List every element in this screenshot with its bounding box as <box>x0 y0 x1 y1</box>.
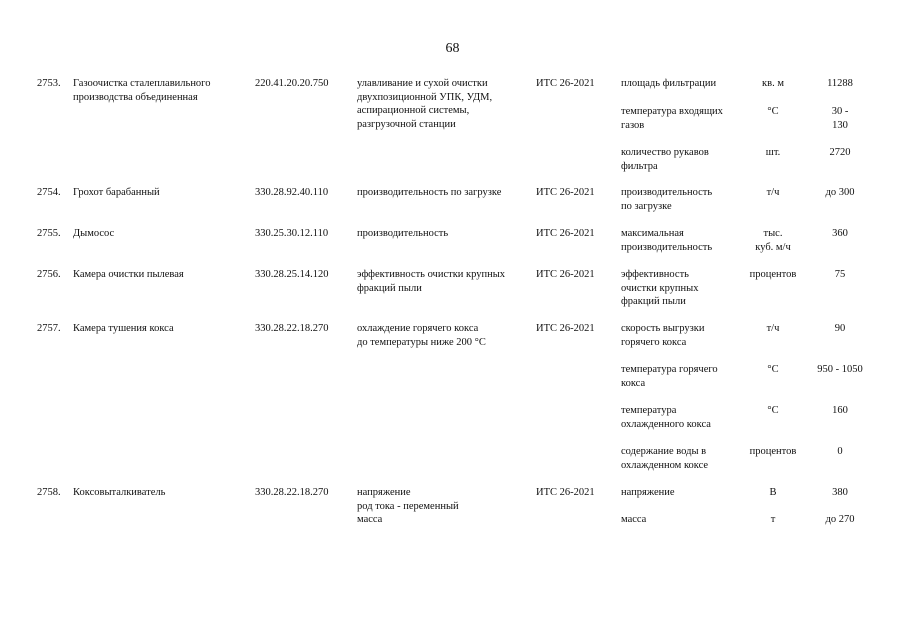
param-name: максимальная производительность <box>621 228 713 253</box>
equipment-name: Камера очистки пылевая <box>73 269 184 280</box>
param-value: 380 <box>832 487 848 498</box>
param-value: 360 <box>832 228 848 239</box>
param-unit: °С <box>767 106 779 117</box>
param-unit: кв. м <box>762 78 784 89</box>
row-number: 2756. <box>37 269 61 280</box>
its-reference: ИТС 26-2021 <box>536 228 595 239</box>
param-name: температура горячего кокса <box>621 364 718 389</box>
param-name: скорость выгрузки горячего кокса <box>621 323 705 348</box>
page-number: 68 <box>445 41 460 56</box>
param-unit: °С <box>767 405 779 416</box>
param-unit: процентов <box>749 446 797 457</box>
param-name: производительность по загрузке <box>621 187 713 212</box>
okpd-code: 330.25.30.12.110 <box>255 228 329 239</box>
param-name: площадь фильтрации <box>621 78 717 89</box>
row-number: 2757. <box>37 323 61 334</box>
param-unit: т <box>770 514 776 525</box>
equipment-name: Коксовыталкиватель <box>73 487 166 498</box>
param-name: температура охлажденного кокса <box>621 405 711 430</box>
param-value: 90 <box>834 323 846 334</box>
param-name: эффективность очистки крупных фракций пыли <box>621 269 699 307</box>
function-description: улавливание и сухой очистки двухпозиционной УПК, УДМ, аспирационной системы, разгрузочной станции <box>357 78 493 130</box>
param-name: количество рукавов фильтра <box>621 147 709 172</box>
param-value: 950 - 1050 <box>817 364 863 375</box>
function-description: производительность по загрузке <box>357 187 502 198</box>
param-name: содержание воды в охлажденном коксе <box>621 446 709 471</box>
param-unit: т/ч <box>766 323 780 334</box>
equipment-name: Грохот барабанный <box>73 187 160 198</box>
row-number: 2754. <box>37 187 61 198</box>
param-unit: процентов <box>749 269 797 280</box>
its-reference: ИТС 26-2021 <box>536 187 595 198</box>
param-value: 160 <box>832 405 848 416</box>
param-unit: т/ч <box>766 187 780 198</box>
param-value: 75 <box>834 269 846 280</box>
row-number: 2753. <box>37 78 61 89</box>
param-value: 11288 <box>827 78 853 89</box>
param-value: до 300 <box>825 187 855 198</box>
function-description: производительность <box>357 228 449 239</box>
okpd-code: 220.41.20.20.750 <box>255 78 329 89</box>
param-unit: шт. <box>765 147 781 158</box>
function-description: охлаждение горячего кокса до температуры ниже 200 °С <box>357 323 486 348</box>
row-number: 2755. <box>37 228 61 239</box>
okpd-code: 330.28.25.14.120 <box>255 269 329 280</box>
param-value: 0 <box>837 446 843 457</box>
equipment-name: Камера тушения кокса <box>73 323 174 334</box>
okpd-code: 330.28.22.18.270 <box>255 487 329 498</box>
equipment-name: Газоочистка сталеплавильного производства объединенная <box>73 78 211 103</box>
function-description: напряжение род тока - переменный масса <box>357 487 459 525</box>
param-name: напряжение <box>621 487 675 498</box>
okpd-code: 330.28.92.40.110 <box>255 187 329 198</box>
param-value: до 270 <box>825 514 855 525</box>
its-reference: ИТС 26-2021 <box>536 78 595 89</box>
param-unit: тыс. куб. м/ч <box>755 228 791 253</box>
param-name: температура входящих газов <box>621 106 723 131</box>
param-unit: В <box>769 487 777 498</box>
param-name: масса <box>621 514 647 525</box>
function-description: эффективность очистки крупных фракций пыли <box>357 269 506 294</box>
its-reference: ИТС 26-2021 <box>536 269 595 280</box>
param-value: 2720 <box>829 147 851 158</box>
equipment-name: Дымосос <box>73 228 115 239</box>
its-reference: ИТС 26-2021 <box>536 323 595 334</box>
param-value: 30 - 130 <box>831 106 849 131</box>
okpd-code: 330.28.22.18.270 <box>255 323 329 334</box>
row-number: 2758. <box>37 487 61 498</box>
its-reference: ИТС 26-2021 <box>536 487 595 498</box>
param-unit: °С <box>767 364 779 375</box>
